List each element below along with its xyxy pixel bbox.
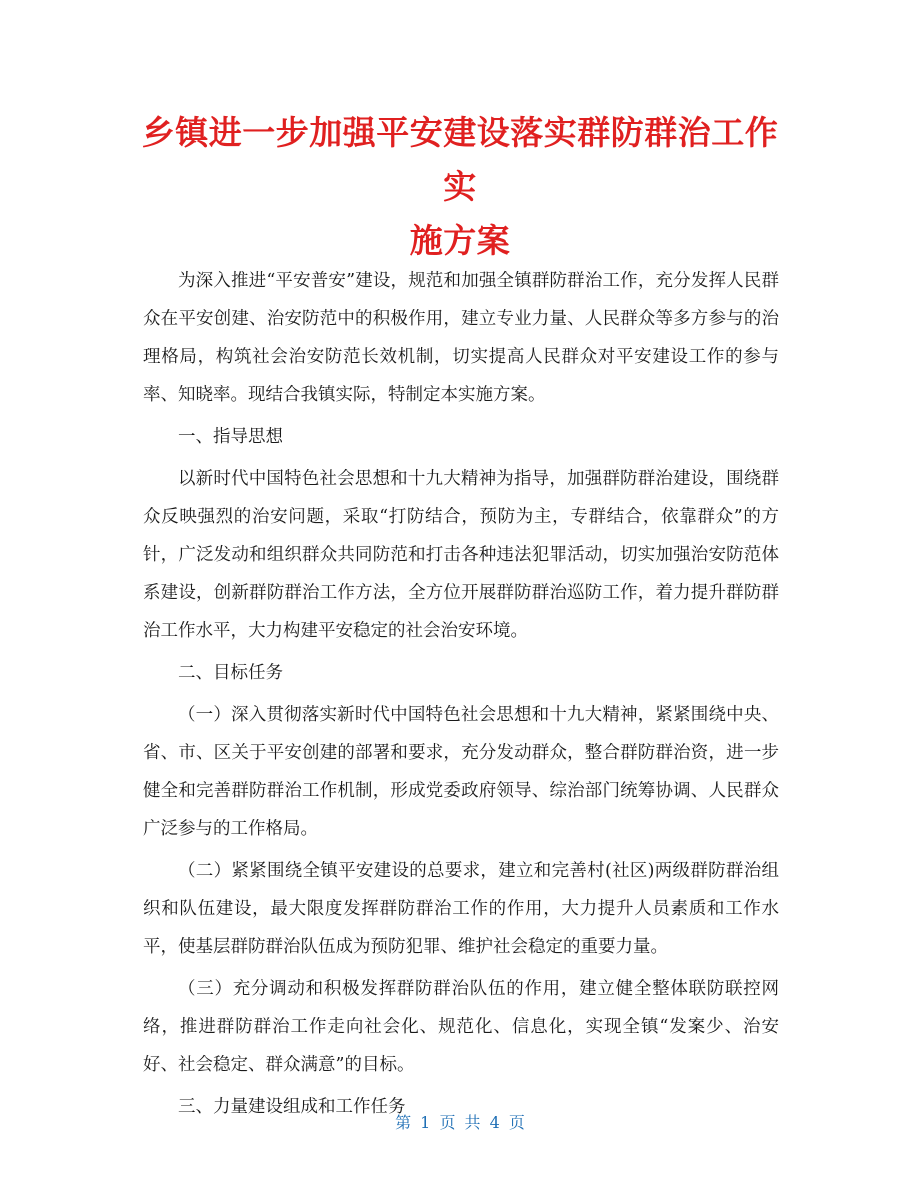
document-body (143, 262, 779, 1126)
section-heading-force-building: 三、力量建设组成和工作任务 (178, 1097, 406, 1117)
title-line-1: 乡镇进一步加强平安建设落实群防群治工作实 (141, 113, 779, 206)
guiding-ideology-paragraph: 以新时代中国特色社会思想和十九大精神为指导，加强群防群治建设，围绕群众反映强烈的治安问题，采取“打防结合，预防为主，专群结合，依靠群众”的方针，广泛发动和组织群众共同防范和打击各种违法犯罪活动，切实加强治安防范体系建设，创新群防群治工作方法，全方位开展群防群治巡防工作，着力提升群防群治工作水平，大力构建平安稳定的社会治安环境。 (143, 469, 779, 641)
page-footer: 第 1 页 共 4 页 (395, 1113, 525, 1132)
title-line-2: 施方案 (409, 221, 511, 260)
intro-paragraph: 为深入推进“平安普安”建设，规范和加强全镇群防群治工作，充分发挥人民群众在平安创建、治安防范中的积极作用，建立专业力量、人民群众等多方参与的治理格局，构筑社会治安防范长效机制，切实提高人民群众对平安建设工作的参与率、知晓率。现结合我镇实际，特制定本实施方案。 (143, 271, 779, 405)
goal-item-2: （二）紧紧围绕全镇平安建设的总要求，建立和完善村(社区)两级群防群治组织和队伍建设，最大限度发挥群防群治工作的作用，大力提升人员素质和工作水平，使基层群防群治队伍成为预防犯罪、维护社会稳定的重要力量。 (143, 861, 779, 957)
section-heading-guiding-ideology: 一、指导思想 (178, 427, 283, 447)
section-heading-goals: 二、目标任务 (178, 663, 283, 683)
goal-item-1: （一）深入贯彻落实新时代中国特色社会思想和十九大精神，紧紧围绕中央、省、市、区关于平安创建的部署和要求，充分发动群众，整合群防群治资，进一步健全和完善群防群治工作机制，形成党委政府领导、综治部门统筹协调、人民群众广泛参与的工作格局。 (143, 705, 779, 839)
document-title (130, 106, 790, 268)
goal-item-3: （三）充分调动和积极发挥群防群治队伍的作用，建立健全整体联防联控网络，推进群防群治工作走向社会化、规范化、信息化，实现全镇“发案少、治安好、社会稳定、群众满意”的目标。 (143, 979, 779, 1075)
